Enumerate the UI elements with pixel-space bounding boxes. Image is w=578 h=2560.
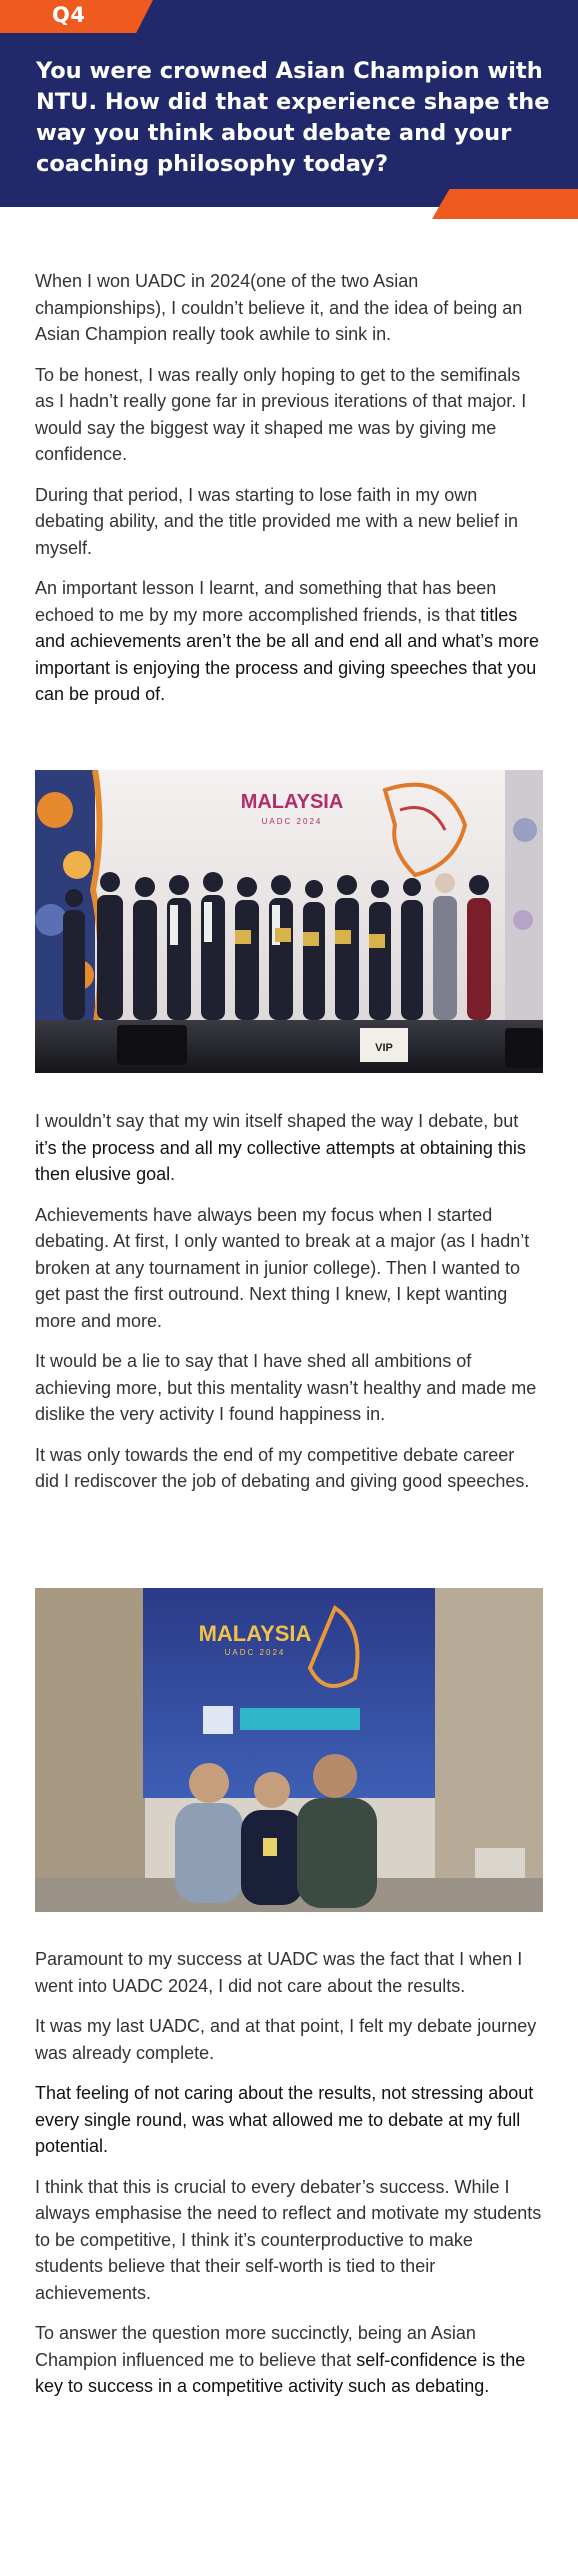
photo-award-ceremony — [35, 770, 543, 1073]
accent-bar — [432, 189, 578, 219]
highlighted-text: self-confidence is the key to success in a competitive activity such as debating. — [35, 2349, 526, 2396]
paragraph-text: . — [170, 1164, 176, 1184]
answer-section-1 — [35, 268, 543, 722]
paragraph: Achievements have always been my focus when I started debating. At first, I only wanted to break at a major (as I hadn’t broken at any tournament in junior college). Then I wanted to get past the first outround. Next thing I knew, I kept wanting more and more. — [35, 1204, 530, 1331]
question-header — [0, 0, 578, 207]
paragraph-text: I wouldn’t say that my win itself shaped the way I debate, but — [35, 1111, 519, 1131]
highlighted-text: it’s the process and all my collective attempts at obtaining this then elusive goal — [35, 1137, 526, 1184]
paragraph: It would be a lie to say that I have shed all ambitions of achieving more, but this mentality wasn’t healthy and made me dislike the very activity I found happiness in. — [35, 1351, 537, 1424]
paragraph: To be honest, I was really only hoping to get to the semifinals as I hadn’t really gone far in previous iterations of that major. I would say the biggest way it shaped me was by giving me confidence. — [35, 364, 527, 464]
paragraph: I think that this is crucial to every debater’s success. While I always emphasise the need to reflect and motivate my students to be competitive, I think it’s counterproductive to make students believe that their self-worth is tied to their achievements. — [35, 2176, 542, 2303]
paragraph — [35, 2320, 543, 2400]
answer-section-2 — [35, 1108, 543, 1509]
paragraph — [35, 1108, 543, 1188]
podium-vip-label: VIP — [375, 1042, 393, 1054]
paragraph: It was my last UADC, and at that point, I felt my debate journey was already complete. — [35, 2016, 537, 2063]
paragraph: It was only towards the end of my competitive debate career did I rediscover the job of debating and giving good speeches. — [35, 1444, 530, 1491]
paragraph: During that period, I was starting to lose faith in my own debating ability, and the title provided me with a new belief in myself. — [35, 484, 518, 558]
highlighted-text: titles and achievements aren’t the be all and end all and what’s more important is enjoying the process and giving speeches that you can be proud of. — [35, 604, 539, 704]
highlighted-paragraph: That feeling of not caring about the results, not stressing about every single round, was what allowed me to debate at my full potential. — [35, 2083, 534, 2156]
paragraph-text: An important lesson I learnt, and something that has been echoed to me by my more accomplished friends, is that — [35, 578, 497, 625]
paragraph — [35, 575, 543, 708]
paragraph: When I won UADC in 2024(one of the two Asian championships), I couldn’t believe it, and the idea of being an Asian Champion really took awhile to sink in. — [35, 271, 523, 344]
screen-subtitle: UADC 2024 — [224, 1648, 286, 1657]
photo-team-in-front-of-screen — [35, 1588, 543, 1912]
answer-section-3 — [35, 1946, 543, 2414]
question-number: Q4 — [52, 3, 86, 27]
banner-subtitle: UADC 2024 — [261, 817, 323, 826]
question-title: You were crowned Asian Champion with NTU. How did that experience shape the way you think about debate and your coaching philosophy today? — [36, 58, 550, 177]
paragraph-text: To answer the question more succinctly, being an Asian Champion influenced me to believe that — [35, 2323, 476, 2370]
screen-title: MALAYSIA — [198, 1621, 312, 1646]
banner-title: MALAYSIA — [240, 791, 344, 813]
paragraph: Paramount to my success at UADC was the fact that I when I went into UADC 2024, I did not care about the results. — [35, 1949, 523, 1996]
